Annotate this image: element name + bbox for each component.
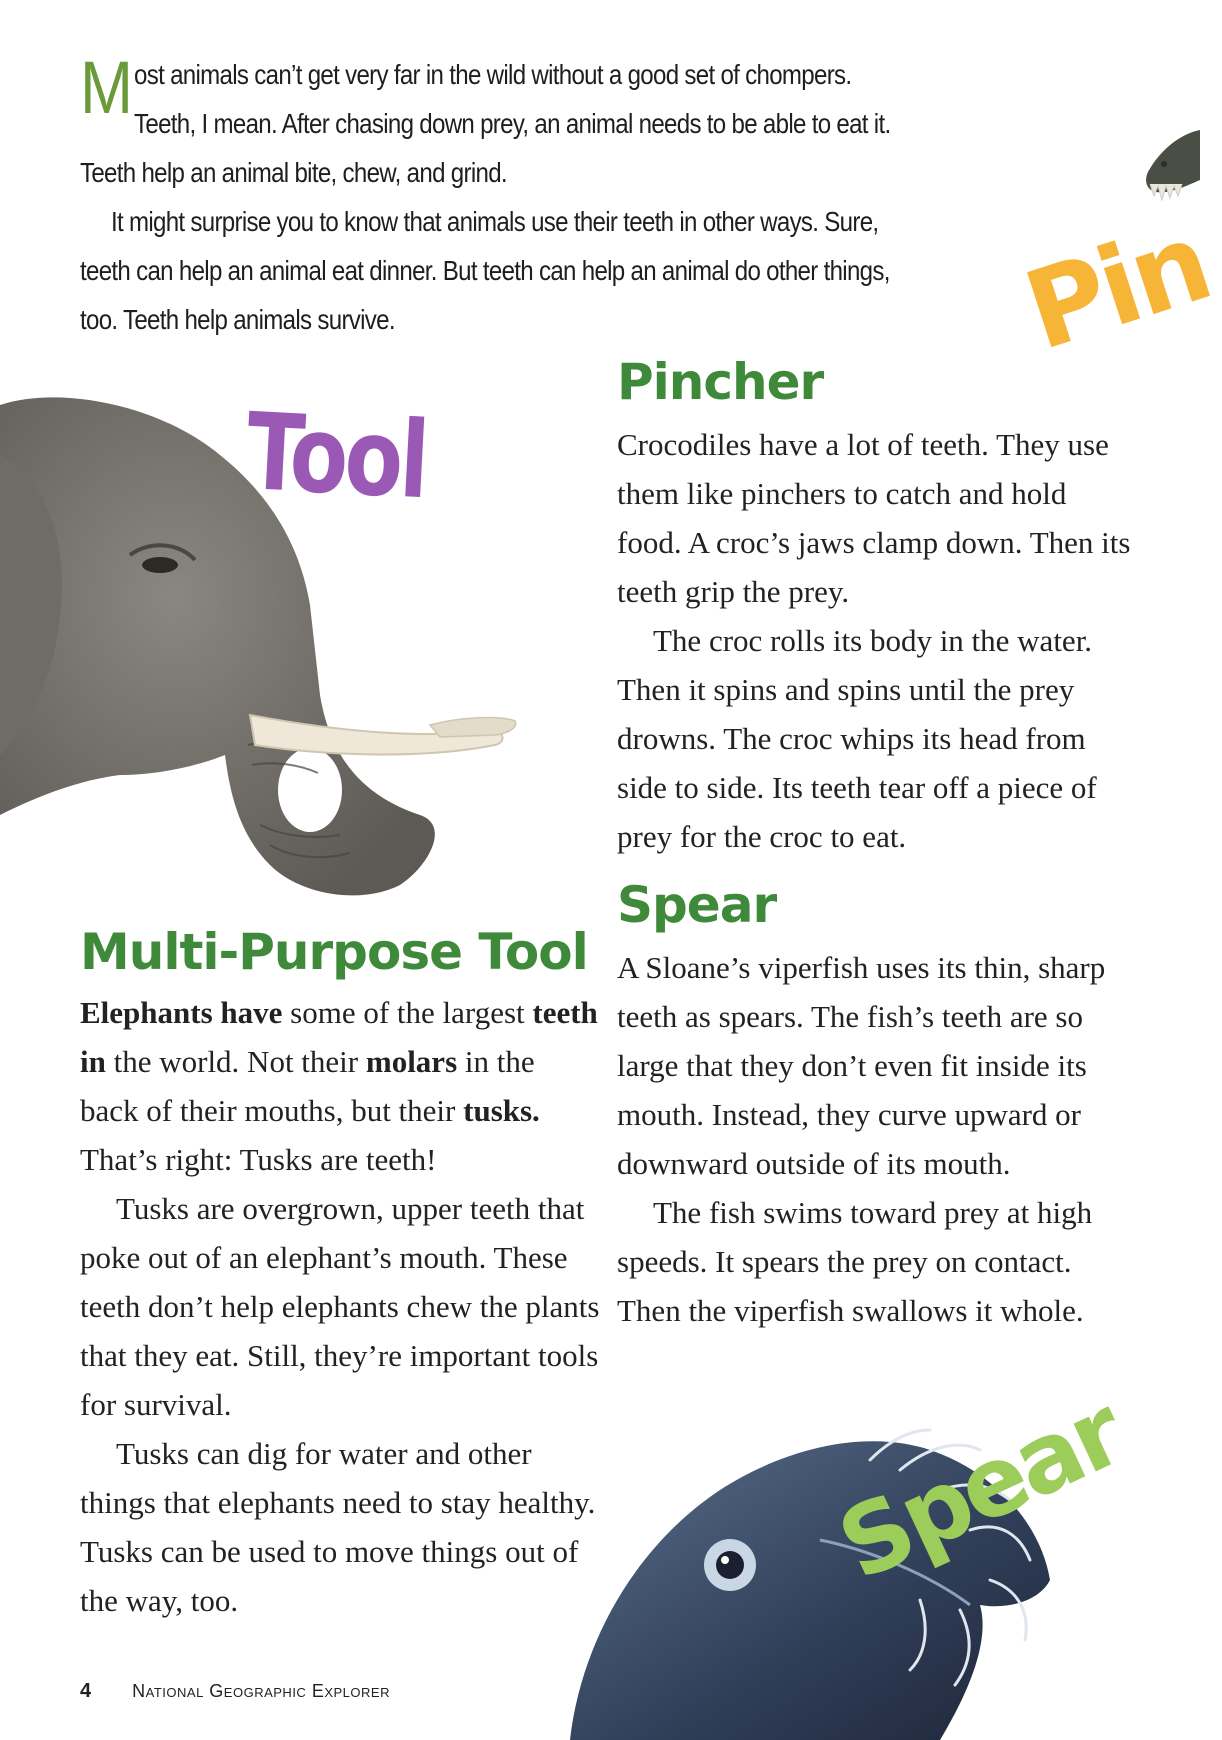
tool-body (80, 988, 600, 1625)
text-run: some of the largest (282, 995, 533, 1030)
spear-label: Spear (822, 1375, 1138, 1602)
spear-paragraph-2: The fish swims toward prey at high speeds. It spears the prey on contact. Then the viperfish swallows it whole. (617, 1195, 1093, 1328)
tool-paragraph-2: Tusks are overgrown, upper teeth that poke out of an elephant’s mouth. These teeth don’t help elephants chew the plants that they eat. Still, they’re important tools for survival. (80, 1191, 600, 1422)
pincher-section (617, 352, 1137, 861)
intro-paragraph-2: It might surprise you to know that animals use their teeth in other ways. Sure, teeth can help an animal eat dinner. But teeth can help an animal do other things, too. Teeth help animals survive. (80, 206, 890, 335)
bold-term: Elephants have (80, 995, 283, 1030)
text-run: the world. Not their (105, 1044, 366, 1079)
drop-cap: M (80, 46, 133, 129)
intro-paragraph-1 (80, 46, 906, 197)
text-run: That’s right: Tusks are teeth! (80, 1142, 437, 1177)
bold-term: tusks. (463, 1093, 540, 1128)
intro-paragraph-1-text: ost animals can’t get very far in the wild without a good set of chompers. Teeth, I mean. After chasing down prey, an animal needs to be able to eat it. Teeth help an animal bite, chew, and grind. (80, 59, 891, 188)
tool-heading: Multi-Purpose Tool (80, 923, 588, 981)
pincher-label: Pin (1011, 200, 1222, 375)
bold-term: molars (365, 1044, 458, 1079)
text-run: in the back of their mouths, but their (80, 1044, 535, 1128)
crocodile-snout-image (1140, 120, 1200, 210)
spear-paragraph-1: A Sloane’s viperfish uses its thin, sharp teeth as spears. The fish’s teeth are so large that they don’t even fit inside its mouth. Instead, they curve upward or downward outside of its mouth. (617, 950, 1106, 1181)
pincher-paragraph-1: Crocodiles have a lot of teeth. They use them like pinchers to catch and hold food. A croc’s jaws clamp down. Then its teeth grip the prey. (617, 427, 1131, 609)
intro-text (80, 46, 906, 344)
spear-section (617, 875, 1137, 1335)
bold-term: teeth in (80, 995, 598, 1079)
publication-name: National Geographic Explorer (132, 1681, 390, 1701)
pincher-heading: Pincher (617, 353, 824, 411)
pincher-body (617, 420, 1137, 861)
pincher-paragraph-2: The croc rolls its body in the water. Then it spins and spins until the prey drowns. The croc whips its head from side to side. Its teeth tear off a piece of prey for the croc to eat. (617, 623, 1097, 854)
tool-label: Tool (243, 390, 430, 523)
spear-heading: Spear (617, 876, 777, 934)
page-footer (80, 1680, 390, 1703)
tool-section (80, 922, 600, 1625)
spear-body (617, 943, 1137, 1335)
page-number: 4 (80, 1680, 92, 1702)
tool-paragraph-1 (80, 988, 600, 1184)
tool-paragraph-3: Tusks can dig for water and other things that elephants need to stay healthy. Tusks can be used to move things out of the way, too. (80, 1436, 596, 1618)
